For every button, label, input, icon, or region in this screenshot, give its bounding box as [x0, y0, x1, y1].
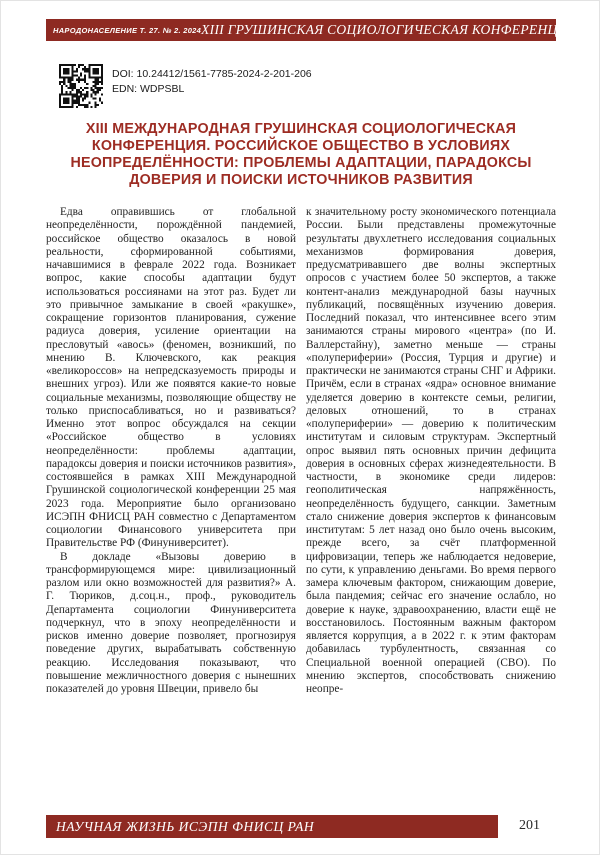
footer-section-label: НАУЧНАЯ ЖИЗНЬ ИСЭПН ФНИСЦ РАН: [56, 818, 315, 834]
journal-issue-label: НАРОДОНАСЕЛЕНИЕ Т. 27. № 2. 2024: [53, 25, 202, 35]
body-column-left: [46, 206, 296, 804]
header-band: [46, 19, 577, 41]
footer-band: [46, 815, 498, 838]
running-head: XIII ГРУШИНСКАЯ СОЦИОЛОГИЧЕСКАЯ КОНФЕРЕНЦИЯ: [201, 22, 577, 37]
edn-line: EDN: WDPSBL: [112, 83, 185, 95]
paragraph: Едва оправившись от глобальной неопределённости, порождённой пандемией, российское общество оказалось в новой реальности, сформированной событиями, начавшимися в феврале 2022 года. Возникает вопрос, какие способы адаптации будут использоваться россиянами на этот раз. Будет ли это привычное замыкание в своей «ракушке», сокращение горизонтов планирования, сужение радиуса доверия, усиление ориентации на пресловутый «авось» (феномен, возникший, по мнению В. Ключевского, как реакция «великороссов» на непредсказуемость природы и внешних угроз). Или же появятся какие-то новые социальные механизмы, позволяющие обществу не только приспосабливаться, но и развиваться? Именно этот вопрос обсуждался на секции «Российское общество в условиях неопределённости: проблемы адаптации, парадоксы доверия и поиски источников развития», состоявшейся в рамках XIII Международной Грушинской социологической конференции 25 мая 2023 года. Мероприятие было организовано ИСЭПН ФНИСЦ РАН совместно с Департаментом социологии Финансового университета при Правительстве РФ (Финуниверситет).: [46, 206, 296, 550]
qr-code-icon: [59, 64, 103, 108]
article-title: XIII МЕЖДУНАРОДНАЯ ГРУШИНСКАЯ СОЦИОЛОГИЧЕСКАЯ КОНФЕРЕНЦИЯ. РОССИЙСКОЕ ОБЩЕСТВО В УСЛОВИЯХ НЕОПРЕДЕЛЁННОСТИ: ПРОБЛЕМЫ АДАПТАЦИИ, ПАРАДОКСЫ ДОВЕРИЯ И ПОИСКИ ИСТОЧНИКОВ РАЗВИТИЯ: [70, 121, 532, 188]
paragraph: В докладе «Вызовы доверию в трансформирующемся мире: цивилизационный разлом или окно возможностей для развития?» А. Г. Тюриков, д.соц.н., проф., руководитель Департамента социологии Финуниверситета подчеркнул, что в эпоху неопределённости и рисков именно доверие позволяет, прогнозируя поведение других, вырабатывать собственную реакцию. Исследования показывают, что повышение межличностного доверия с нынешних показателей до уровня Швеции, привело бы: [46, 550, 296, 695]
body-column-right: [306, 206, 556, 804]
paragraph: к значительному росту экономического потенциала России. Были представлены промежуточные результаты двухлетнего исследования социальных механизмов формирования доверия, предусматривавшего две волны экспертных опросов с участием более 50 экспертов, а также контент-анализ международной базы научных публикаций, посвящённых изучению доверия. Последний показал, что интенсивнее всего этим занимаются страны мирового «центра» (по И. Валлерстайну), заметно меньше — страны «полупериферии» (Россия, Турция и другие) и практически не занимаются страны СНГ и Африки. Причём, если в странах «ядра» основное внимание уделяется доверию в контексте семьи, религии, деловых отношений, то в странах «полупериферии» — доверию к политическим институтам и силовым структурам. Экспертный опрос выявил пять основных причин дефицита доверия в основных сферах жизнедеятельности. В частности, в экономике среди лидеров: геополитическая напряжённость, неопределённость будущего, санкции. Заметным стало снижение доверия экспертов к финансовым институтам: 5 лет назад оно было очень высоким, прежде всего, за счёт платформенной цифровизации, теперь же наблюдается недоверие, по сути, к управлению деньгами. Во время первого замера ключевым фактором, снижающим доверие, была пандемия; сейчас его значение ослабло, но доверие к науке, здравоохранению, власти ещё не восстановилось. Постоянным важным фактором является коррупция, а в 2022 г. к этим факторам добавилась турбулентность, связанная со Специальной военной операцией (СВО). По мнению экспертов, способствовать снижению неопре-: [306, 206, 556, 695]
page-number: 201: [519, 818, 540, 833]
doi-line: DOI: 10.24412/1561-7785-2024-2-201-206: [112, 68, 312, 80]
article-identifiers: [112, 67, 312, 97]
